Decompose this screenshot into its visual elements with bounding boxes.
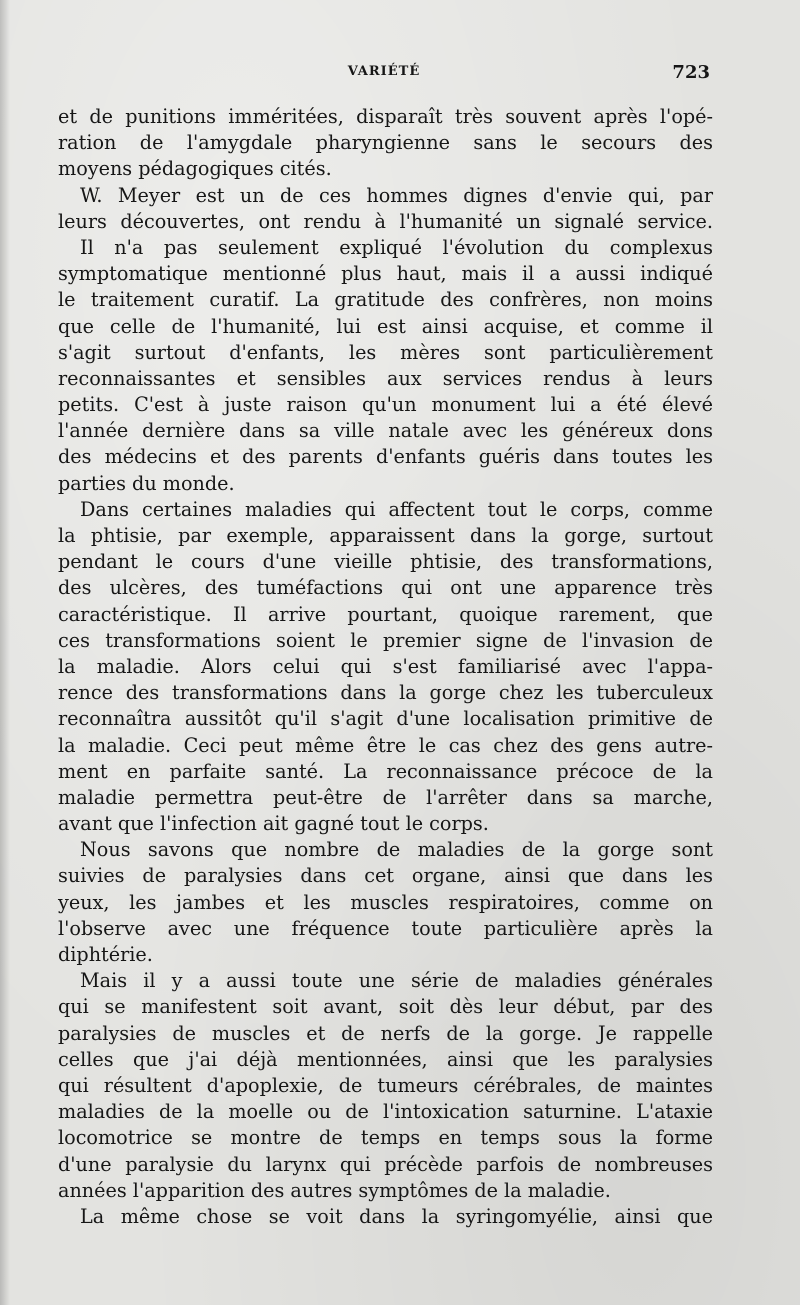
- text-line: ces transformations soient le premier signe de l'invasion de: [58, 628, 713, 652]
- text-line: pendant le cours d'une vieille phtisie, des transformations,: [58, 550, 713, 574]
- text-line: s'agit surtout d'enfants, les mères sont particulièrement: [58, 340, 713, 364]
- text-line: l'année dernière dans sa ville natale avec les généreux dons: [58, 419, 713, 443]
- text-line: qui résultent d'apoplexie, de tumeurs cérébrales, de maintes: [58, 1073, 713, 1097]
- running-header: [58, 62, 710, 88]
- text-line: reconnaîtra aussitôt qu'il s'agit d'une localisation primitive de: [58, 707, 713, 731]
- text-line: l'observe avec une fréquence toute particulière après la: [58, 916, 713, 940]
- text-line: symptomatique mentionné plus haut, mais il a aussi indiqué: [58, 262, 713, 286]
- text-line: paralysies de muscles et de nerfs de la gorge. Je rappelle: [58, 1021, 713, 1045]
- text-line: W. Meyer est un de ces hommes dignes d'envie qui, par: [80, 183, 713, 207]
- text-line: Il n'a pas seulement expliqué l'évolution du complexus: [80, 235, 713, 259]
- body-text: [58, 104, 713, 1230]
- text-line: locomotrice se montre de temps en temps sous la forme: [58, 1126, 713, 1150]
- text-line: yeux, les jambes et les muscles respiratoires, comme on: [58, 890, 713, 914]
- text-line: des médecins et des parents d'enfants guéris dans toutes les: [58, 445, 713, 469]
- text-line: diphtérie.: [58, 943, 153, 966]
- text-line: parties du monde.: [58, 471, 235, 495]
- text-line: maladies de la moelle ou de l'intoxication saturnine. L'ataxie: [58, 1100, 713, 1124]
- page-number: 723: [672, 62, 710, 83]
- text-line: d'une paralysie du larynx qui précède parfois de nombreuses: [58, 1152, 713, 1176]
- text-line: Mais il y a aussi toute une série de maladies générales: [80, 969, 713, 993]
- text-line: caractéristique. Il arrive pourtant, quoique rarement, que: [58, 602, 713, 626]
- text-line: leurs découvertes, ont rendu à l'humanité un signalé service.: [58, 209, 713, 233]
- text-line: Dans certaines maladies qui affectent tout le corps, comme: [80, 497, 713, 521]
- text-line: moyens pédagogiques cités.: [58, 157, 332, 181]
- text-line: la phtisie, par exemple, apparaissent dans la gorge, surtout: [58, 524, 713, 547]
- text-line: la maladie. Alors celui qui s'est familiarisé avec l'appa-: [58, 654, 713, 678]
- text-line: années l'apparition des autres symptômes de la maladie.: [58, 1178, 611, 1202]
- text-line: avant que l'infection ait gagné tout le corps.: [58, 812, 489, 836]
- text-line: maladie permettra peut-être de l'arrêter dans sa marche,: [58, 785, 713, 809]
- text-line: celles que j'ai déjà mentionnées, ainsi que les paralysies: [58, 1047, 713, 1071]
- text-line: rence des transformations dans la gorge chez les tuberculeux: [58, 681, 713, 705]
- text-line: la maladie. Ceci peut même être le cas chez des gens autre-: [58, 733, 713, 757]
- text-line: le traitement curatif. La gratitude des confrères, non moins: [58, 288, 713, 312]
- text-line: ment en parfaite santé. La reconnaissance précoce de la: [58, 759, 713, 783]
- text-line: ration de l'amygdale pharyngienne sans le secours des: [58, 131, 713, 155]
- running-title: VARIÉTÉ: [347, 64, 421, 79]
- text-line: suivies de paralysies dans cet organe, ainsi que dans les: [58, 864, 713, 888]
- text-line: que celle de l'humanité, lui est ainsi acquise, et comme il: [58, 314, 713, 338]
- text-line: qui se manifestent soit avant, soit dès leur début, par des: [58, 995, 713, 1019]
- text-line: Nous savons que nombre de maladies de la gorge sont: [80, 838, 713, 862]
- text-line: des ulcères, des tuméfactions qui ont une apparence très: [58, 576, 713, 600]
- text-line: La même chose se voit dans la syringomyélie, ainsi que: [80, 1204, 713, 1228]
- text-line: et de punitions imméritées, disparaît très souvent après l'opé-: [58, 105, 713, 128]
- text-line: reconnaissantes et sensibles aux services rendus à leurs: [58, 366, 713, 390]
- page-edge-shadow: [0, 0, 10, 1305]
- text-line: petits. C'est à juste raison qu'un monument lui a été élevé: [58, 393, 713, 417]
